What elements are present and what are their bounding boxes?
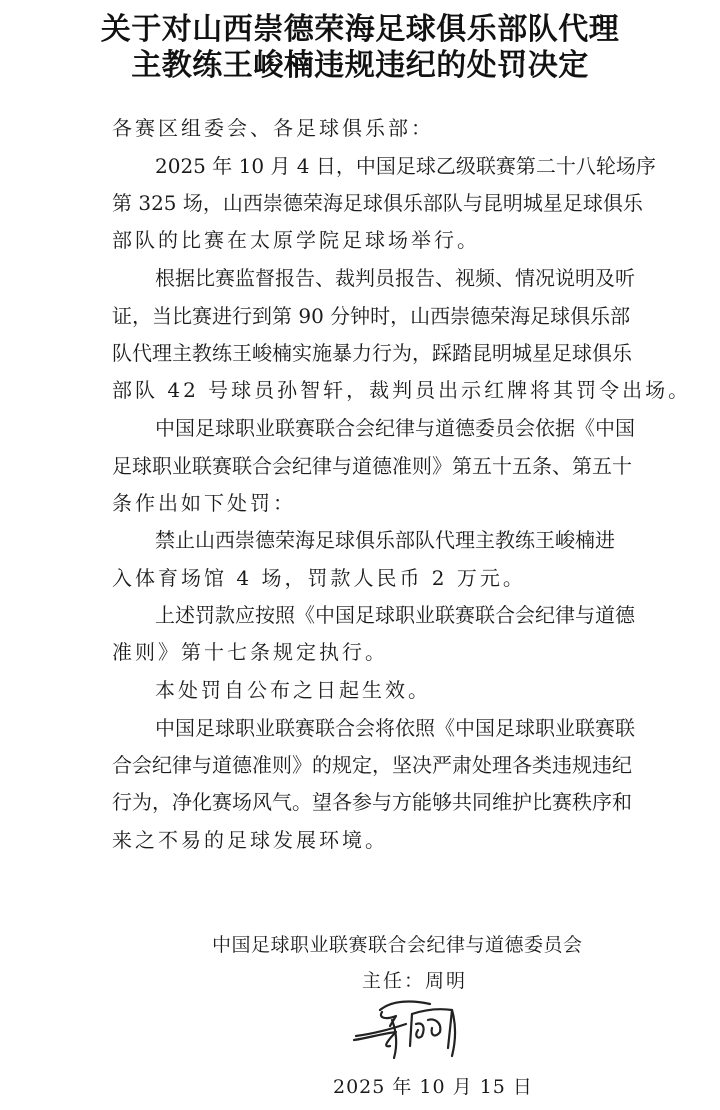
paragraph-line: 条作出如下处罚： bbox=[112, 491, 296, 515]
paragraph-line: 行为，净化赛场风气。望各参与方能够共同维护比赛秩序和 bbox=[112, 790, 632, 814]
director-name: 主任：周明 bbox=[362, 970, 468, 992]
paragraph-line: 准则》第十七条规定执行。 bbox=[112, 640, 388, 664]
paragraph-line: 根据比赛监督报告、裁判员报告、视频、情况说明及听 bbox=[155, 266, 635, 290]
handwritten-signature bbox=[352, 996, 482, 1066]
paragraph-line: 足球职业联赛联合会纪律与道德准则》第五十五条、第五十 bbox=[112, 454, 632, 478]
paragraph-line: 部队 42 号球员孙智轩，裁判员出示红牌将其罚令出场。 bbox=[112, 378, 692, 402]
paragraph-line: 证，当比赛进行到第 90 分钟时，山西崇德荣海足球俱乐部 bbox=[112, 304, 631, 328]
document-title-line-2: 主教练王峻楠违规违纪的处罚决定 bbox=[131, 48, 589, 83]
paragraph-line: 来之不易的足球发展环境。 bbox=[112, 828, 388, 852]
paragraph-line: 2025 年 10 月 4 日，中国足球乙级联赛第二十八轮场序 bbox=[155, 154, 656, 178]
paragraph-line: 中国足球职业联赛联合会将依照《中国足球职业联赛联 bbox=[155, 716, 635, 740]
paragraph-line: 第 325 场，山西崇德荣海足球俱乐部队与昆明城星足球俱乐 bbox=[112, 191, 643, 215]
issuing-organization: 中国足球职业联赛联合会纪律与道德委员会 bbox=[212, 934, 582, 956]
paragraph-line: 本处罚自公布之日起生效。 bbox=[155, 678, 431, 702]
paragraph-line: 禁止山西崇德荣海足球俱乐部队代理主教练王峻楠进 bbox=[155, 528, 615, 552]
salutation: 各赛区组委会、各足球俱乐部： bbox=[112, 116, 434, 140]
paragraph-line: 入体育场馆 4 场，罚款人民币 2 万元。 bbox=[112, 566, 526, 590]
paragraph-line: 上述罚款应按照《中国足球职业联赛联合会纪律与道德 bbox=[155, 603, 635, 627]
paragraph-line: 队代理主教练王峻楠实施暴力行为，踩踏昆明城星足球俱乐 bbox=[112, 341, 632, 365]
paragraph-line: 合会纪律与道德准则》的规定，坚决严肃处理各类违规违纪 bbox=[112, 753, 632, 777]
document-date: 2025 年 10 月 15 日 bbox=[333, 1076, 533, 1098]
document-title-line-1: 关于对山西崇德荣海足球俱乐部队代理 bbox=[100, 12, 620, 47]
paragraph-line: 部队的比赛在太原学院足球场举行。 bbox=[112, 228, 480, 252]
paragraph-line: 中国足球职业联赛联合会纪律与道德委员会依据《中国 bbox=[155, 416, 635, 440]
